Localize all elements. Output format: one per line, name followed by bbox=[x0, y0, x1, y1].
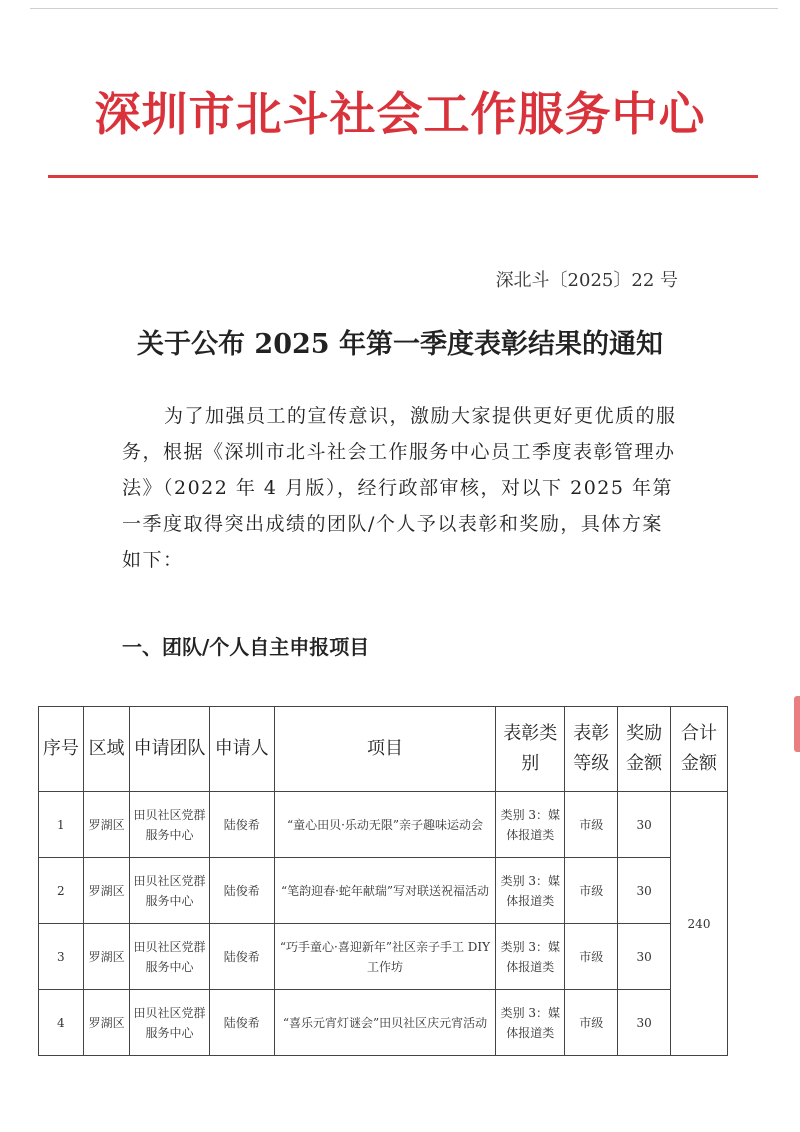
header-level: 表彰等级 bbox=[565, 707, 618, 792]
cell-level: 市级 bbox=[565, 924, 618, 990]
header-applicant: 申请人 bbox=[209, 707, 274, 792]
cell-no: 2 bbox=[39, 858, 84, 924]
header-no: 序号 bbox=[39, 707, 84, 792]
cell-level: 市级 bbox=[565, 858, 618, 924]
table-header-row bbox=[39, 707, 728, 792]
document-number: 深北斗〔2025〕22 号 bbox=[495, 270, 678, 291]
notice-paragraph: 为了加强员工的宣传意识，激励大家提供更好更优质的服务，根据《深圳市北斗社会工作服务中心员工季度表彰管理办法》（2022 年 4 月版），经行政部审核，对以下 2025 年第一季度取得突出成绩的团队/个人予以表彰和奖励，具体方案如下： bbox=[122, 405, 677, 571]
cell-project: “喜乐元宵灯谜会”田贝社区庆元宵活动 bbox=[274, 990, 496, 1056]
cell-applicant: 陆俊希 bbox=[209, 924, 274, 990]
seal-edge-mark bbox=[794, 696, 800, 752]
section-heading: 一、团队/个人自主申报项目 bbox=[122, 635, 370, 659]
cell-project: “笔韵迎春·蛇年献瑞”写对联送祝福活动 bbox=[274, 858, 496, 924]
cell-amount: 30 bbox=[618, 924, 671, 990]
cell-project: “巧手童心·喜迎新年”社区亲子手工 DIY 工作坊 bbox=[274, 924, 496, 990]
cell-no: 3 bbox=[39, 924, 84, 990]
cell-amount: 30 bbox=[618, 858, 671, 924]
cell-category: 类别 3：媒体报道类 bbox=[496, 990, 565, 1056]
cell-amount: 30 bbox=[618, 990, 671, 1056]
notice-title: 关于公布 2025 年第一季度表彰结果的通知 bbox=[137, 329, 663, 360]
cell-district: 罗湖区 bbox=[83, 990, 130, 1056]
org-title: 深圳市北斗社会工作服务中心 bbox=[94, 87, 706, 141]
cell-category: 类别 3：媒体报道类 bbox=[496, 858, 565, 924]
cell-level: 市级 bbox=[565, 792, 618, 858]
cell-no: 4 bbox=[39, 990, 84, 1056]
table-row bbox=[39, 990, 728, 1056]
table-row bbox=[39, 792, 728, 858]
cell-district: 罗湖区 bbox=[83, 792, 130, 858]
header-category: 表彰类别 bbox=[496, 707, 565, 792]
page-top-border bbox=[30, 8, 778, 9]
header-district: 区域 bbox=[83, 707, 130, 792]
cell-no: 1 bbox=[39, 792, 84, 858]
header-team: 申请团队 bbox=[130, 707, 209, 792]
cell-category: 类别 3：媒体报道类 bbox=[496, 924, 565, 990]
cell-amount: 30 bbox=[618, 792, 671, 858]
header-amount: 奖励金额 bbox=[618, 707, 671, 792]
table-row bbox=[39, 858, 728, 924]
red-divider bbox=[48, 175, 758, 178]
header-project: 项目 bbox=[274, 707, 496, 792]
cell-district: 罗湖区 bbox=[83, 924, 130, 990]
cell-team: 田贝社区党群服务中心 bbox=[130, 924, 209, 990]
header-total: 合计金额 bbox=[671, 707, 728, 792]
cell-team: 田贝社区党群服务中心 bbox=[130, 858, 209, 924]
cell-category: 类别 3：媒体报道类 bbox=[496, 792, 565, 858]
cell-level: 市级 bbox=[565, 990, 618, 1056]
notice-body bbox=[122, 398, 682, 578]
cell-total: 240 bbox=[671, 792, 728, 1056]
cell-applicant: 陆俊希 bbox=[209, 990, 274, 1056]
cell-team: 田贝社区党群服务中心 bbox=[130, 792, 209, 858]
cell-team: 田贝社区党群服务中心 bbox=[130, 990, 209, 1056]
cell-applicant: 陆俊希 bbox=[209, 858, 274, 924]
table-row bbox=[39, 924, 728, 990]
cell-district: 罗湖区 bbox=[83, 858, 130, 924]
cell-applicant: 陆俊希 bbox=[209, 792, 274, 858]
cell-project: “童心田贝·乐动无限”亲子趣味运动会 bbox=[274, 792, 496, 858]
awards-table bbox=[38, 706, 728, 1056]
